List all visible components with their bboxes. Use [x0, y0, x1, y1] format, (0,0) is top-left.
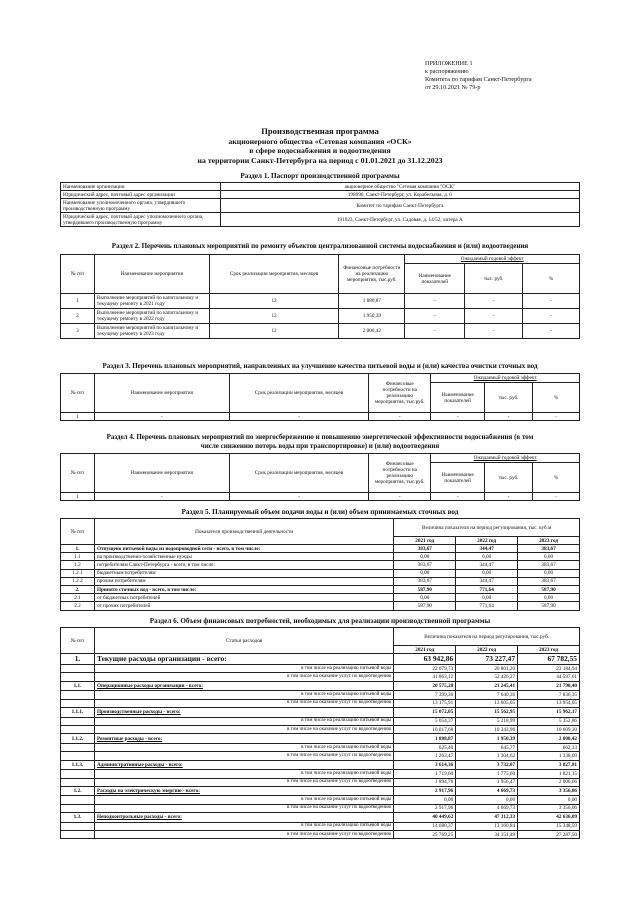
cell: в том числе на реализацию питьевой воды [94, 743, 393, 751]
section-4-title-line-2: числе снижению потерь воды при транспортировке) и (или) водоотведения [200, 442, 440, 450]
appendix-line-4: от 29.10.2021 № 79-р [425, 84, 481, 91]
cell: 2.2 [61, 602, 95, 610]
appendix-line-3: Комитета по тарифам Санкт-Петербурга [425, 76, 532, 83]
cell: 1 [61, 294, 95, 309]
cell [61, 717, 95, 725]
appendix-block [425, 60, 532, 92]
cell: 14 680,37 [394, 822, 456, 830]
cell: 47 312,33 [456, 813, 518, 823]
header-effect: Ожидаемый годовой эффект [431, 374, 580, 383]
cell: 1 950,39 [339, 309, 405, 324]
table-row [61, 717, 580, 725]
cell: 1.1.1. [61, 708, 95, 718]
header-year: 2021 год [394, 646, 456, 654]
header-name: Наименование мероприятия [94, 454, 229, 493]
header-pct: % [533, 383, 580, 413]
cell: в том числе на оказание услуг по водоотведению [94, 725, 393, 733]
table-row [61, 734, 580, 744]
cell: 1.1.2. [61, 734, 95, 744]
cell: 2 000,42 [518, 734, 580, 744]
cell: 0,00 [456, 594, 518, 602]
cell: в том числе на оказание услуг по водоотведению [94, 752, 393, 760]
header-pct: % [533, 463, 580, 493]
cell: 3 827,81 [518, 760, 580, 770]
header-indicators: Наименование показателей [431, 383, 485, 413]
cell: 1 888,87 [394, 734, 456, 744]
cell: 2 000,42 [339, 324, 405, 339]
cell: 1.1. [61, 681, 95, 691]
cell: 21 245,41 [456, 681, 518, 691]
cell: 344,47 [456, 545, 518, 553]
section-5-title: Раздел 5. Планируемый объем подачи воды и (или) объем принимаемых сточных вод [181, 508, 459, 516]
cell: 1 775,60 [456, 770, 518, 778]
cell: 21 790,40 [518, 681, 580, 691]
header-fin: Финансовые потребности на реализацию мероприятия, тыс.руб. [339, 255, 405, 294]
table-row [61, 665, 580, 673]
cell: - [229, 493, 369, 501]
table-row [61, 681, 580, 691]
cell: - [485, 413, 533, 421]
cell: 1 956,47 [456, 778, 518, 786]
cell [61, 699, 95, 707]
cell: Расходы на электрическую энергию - всего: [94, 786, 393, 796]
cell: в том числе на оказание услуг по водоотведению [94, 831, 393, 839]
cell: - [465, 294, 523, 309]
quality-table [60, 373, 580, 421]
cell: 1.2 [61, 561, 95, 569]
cell: - [465, 324, 523, 339]
cell [61, 725, 95, 733]
cell: - [431, 493, 485, 501]
cell: Выполнение мероприятий по капитальному и текущему ремонту в 2021 году [94, 294, 209, 309]
section-3-title: Раздел 3. Перечень плановых мероприятий, направленных на улучшение качества питьевой воды и (или) качества очистки сточных вод [102, 362, 538, 370]
header-year: 2023 год [518, 537, 580, 545]
cell: 587,90 [518, 585, 580, 593]
cell [61, 770, 95, 778]
cell: 383,67 [518, 545, 580, 553]
cell: 344,47 [456, 577, 518, 585]
cell: 1 894,76 [394, 778, 456, 786]
header-fin: Финансовые потребности на реализацию мероприятия, тыс.руб. [369, 374, 431, 413]
header-no: № п/п [61, 374, 95, 413]
cell: 5 218,99 [456, 717, 518, 725]
cell: 12 [209, 294, 339, 309]
cell: 52 426,27 [456, 673, 518, 681]
cell: Выполнение мероприятий по капитальному и текущему ремонту в 2023 году [94, 324, 209, 339]
cell: 10 343,96 [456, 725, 518, 733]
cell: 4 669,73 [456, 804, 518, 812]
cell: - [369, 493, 431, 501]
cell: - [523, 294, 580, 309]
cell [61, 831, 95, 839]
cell: 3 614,36 [394, 760, 456, 770]
cell: 0,00 [394, 569, 456, 577]
cell: 1. [61, 654, 95, 665]
cell: 22 079,73 [394, 665, 456, 673]
cell: 2 917,96 [394, 804, 456, 812]
cell: Текущие расходы организации - всего: [94, 654, 393, 665]
cell: 13 160,84 [456, 822, 518, 830]
cell: 5 054,37 [394, 717, 456, 725]
header-pct: % [523, 264, 580, 294]
cell: 63 942,86 [394, 654, 456, 665]
table-row [61, 822, 580, 830]
cell: 1.3. [61, 813, 95, 823]
cell: 1. [61, 545, 95, 553]
header-no: № п/п [61, 255, 95, 294]
table-row [61, 309, 580, 324]
cell: 1 304,62 [456, 752, 518, 760]
cell: 44 597,61 [518, 673, 580, 681]
cell: - [533, 493, 580, 501]
cell: - [405, 309, 465, 324]
cell: 7 399,36 [394, 691, 456, 699]
cell: 3 356,06 [518, 804, 580, 812]
table-row [61, 725, 580, 733]
cell: прочим потребителям [94, 577, 393, 585]
cell [61, 804, 95, 812]
table-row [61, 770, 580, 778]
cell: Неподконтрольные расходы - всего: [94, 813, 393, 823]
document-title [60, 127, 580, 165]
cell: - [94, 413, 229, 421]
table-row [61, 778, 580, 786]
cell: 0,00 [456, 553, 518, 561]
cell: потребителям Санкт-Петербурга - всего, в том числе: [94, 561, 393, 569]
cell: 1 950,39 [456, 734, 518, 744]
header-term: Срок реализации мероприятия, месяцев [229, 374, 369, 413]
cell: - [533, 413, 580, 421]
cell: 3 732,07 [456, 760, 518, 770]
passport-value: Комитет по тарифам Санкт-Петербурга [220, 199, 579, 213]
cell: Ремонтные расходы - всего: [94, 734, 393, 744]
cell: 1 719,60 [394, 770, 456, 778]
cell: - [94, 493, 229, 501]
cell: 1.1 [61, 553, 95, 561]
title-line-3: в сфере водоснабжения и водоотведения [249, 146, 391, 155]
cell: в том числе на оказание услуг по водоотведению [94, 804, 393, 812]
table-row [61, 324, 580, 339]
cell: 1 821,15 [518, 770, 580, 778]
cell: в том числе на реализацию питьевой воды [94, 665, 393, 673]
cell: - [485, 493, 533, 501]
cell: 3 356,06 [518, 786, 580, 796]
cell: бюджетным потребителям [94, 569, 393, 577]
cell [61, 673, 95, 681]
header-indicators: Наименование показателей [431, 463, 485, 493]
table-row [61, 654, 580, 665]
cell: Административные расходы - всего: [94, 760, 393, 770]
cell: 1.2.2 [61, 577, 95, 585]
cell: 1.2. [61, 786, 95, 796]
cell: 4 669,73 [456, 786, 518, 796]
passport-value: акционерное общество "Сетевая компания "ОСК" [220, 183, 579, 191]
cell: 13 954,05 [518, 699, 580, 707]
cell: 587,90 [394, 585, 456, 593]
cell [61, 822, 95, 830]
cell: Производственные расходы - всего: [94, 708, 393, 718]
cell: 0,00 [518, 553, 580, 561]
cell: 40 449,62 [394, 813, 456, 823]
cell: 2 917,96 [394, 786, 456, 796]
table-row [61, 813, 580, 823]
passport-row [61, 213, 580, 227]
table-row [61, 493, 580, 501]
cell: - [523, 324, 580, 339]
cell: 25 769,25 [394, 831, 456, 839]
cell: от бюджетных потребителей [94, 594, 393, 602]
header-indicator: Показатели производственной деятельности [94, 519, 393, 545]
table-row [61, 413, 580, 421]
table-row [61, 708, 580, 718]
header-value: Величина показателя на период регулирования, тыс. куб.м [394, 519, 580, 537]
section-1-title: Раздел 1. Паспорт производственной программы [240, 172, 400, 180]
cell: в том числе на реализацию питьевой воды [94, 691, 393, 699]
cell [61, 752, 95, 760]
header-effect: Ожидаемый годовой эффект [431, 454, 580, 463]
section-2-title: Раздел 2. Перечень плановых мероприятий по ремонту объектов централизованной системы водоснабжения и (или) водоотведения [111, 242, 529, 250]
energy-table [60, 453, 580, 501]
passport-label: Наименование организации [61, 183, 221, 191]
cell: 12 [209, 309, 339, 324]
cell: 625,40 [394, 743, 456, 751]
header-term: Срок реализации мероприятия, месяцев [229, 454, 369, 493]
cell: 15 348,59 [518, 822, 580, 830]
header-term: Срок реализации мероприятия, месяцев [209, 255, 339, 294]
table-row [61, 760, 580, 770]
cell: 383,67 [394, 561, 456, 569]
header-year: 2021 год [394, 537, 456, 545]
cell: - [369, 413, 431, 421]
header-year: 2022 год [456, 537, 518, 545]
cell: 0,00 [394, 796, 456, 804]
cell: 0,00 [394, 553, 456, 561]
cell: 0,00 [518, 796, 580, 804]
cell: - [405, 294, 465, 309]
cell: 771,64 [456, 585, 518, 593]
section-6-title: Раздел 6. Объем финансовых потребностей, необходимых для реализации производственной программы [149, 617, 491, 625]
cell: 5 352,86 [518, 717, 580, 725]
cell: 23 184,94 [518, 665, 580, 673]
cell: в том числе на оказание услуг по водоотведению [94, 673, 393, 681]
cell: 12 [209, 324, 339, 339]
cell: 0,00 [518, 594, 580, 602]
header-rub: тыс. руб. [485, 383, 533, 413]
finance-table [60, 627, 580, 839]
cell: 20 801,20 [456, 665, 518, 673]
cell [61, 796, 95, 804]
cell: - [431, 413, 485, 421]
table-row [61, 594, 580, 602]
title-line-4: на территории Санкт-Петербурга на период с 01.01.2021 до 31.12.2023 [197, 155, 443, 165]
table-row [61, 831, 580, 839]
cell: 41 863,12 [394, 673, 456, 681]
cell: 1.1.3. [61, 760, 95, 770]
cell: 1 [61, 413, 95, 421]
cell: 587,90 [518, 602, 580, 610]
cell: 20 575,28 [394, 681, 456, 691]
cell: 2 006,66 [518, 778, 580, 786]
cell: 27 287,50 [518, 831, 580, 839]
passport-value: 191023, Санкт-Петербург, ул. Садовая, д. 14/52, литера А [220, 213, 579, 227]
header-value: Величина показателя на период регулирования, тыс.руб. [394, 628, 580, 646]
cell: 15 562,95 [456, 708, 518, 718]
cell: 7 640,36 [456, 691, 518, 699]
cell: - [405, 324, 465, 339]
cell: Выполнение мероприятий по капитальному и текущему ремонту в 2022 году [94, 309, 209, 324]
cell: в том числе на реализацию питьевой воды [94, 822, 393, 830]
cell: 0,00 [456, 569, 518, 577]
finance-table-body [61, 654, 580, 839]
cell: 1 338,09 [518, 752, 580, 760]
table-row [61, 602, 580, 610]
passport-label: Юридический адрес, почтовый адрес организации [61, 191, 221, 199]
table-row [61, 691, 580, 699]
title-line-1: Производственная программа [261, 126, 379, 136]
passport-table [60, 182, 580, 227]
cell: 2. [61, 585, 95, 593]
cell: 1.2.1 [61, 569, 95, 577]
header-no: № п/п [61, 454, 95, 493]
cell: 67 782,55 [518, 654, 580, 665]
cell: 42 636,09 [518, 813, 580, 823]
cell: 10 609,30 [518, 725, 580, 733]
repair-table [60, 254, 580, 339]
cell: Операционные расходы организации - всего: [94, 681, 393, 691]
header-effect: Ожидаемый годовой эффект [405, 255, 580, 264]
passport-row [61, 199, 580, 213]
cell: 645,77 [456, 743, 518, 751]
cell: - [523, 309, 580, 324]
cell: 0,00 [394, 594, 456, 602]
cell: 383,67 [518, 577, 580, 585]
cell: 3 [61, 324, 95, 339]
cell: 15 962,17 [518, 708, 580, 718]
cell: 7 836,35 [518, 691, 580, 699]
cell [61, 743, 95, 751]
cell: 587,90 [394, 602, 456, 610]
cell: в том числе на реализацию питьевой воды [94, 717, 393, 725]
passport-label: Юридический адрес, почтовый адрес уполномоченного органа, утвердившего производственную программу [61, 213, 221, 227]
table-row [61, 752, 580, 760]
table-row [61, 545, 580, 553]
appendix-line-1: ПРИЛОЖЕНИЕ 1 [425, 60, 473, 67]
table-row [61, 553, 580, 561]
table-row [61, 577, 580, 585]
title-line-2: акционерного общества «Сетевая компания «ОСК» [228, 136, 412, 146]
cell: 771,64 [456, 602, 518, 610]
header-no: № п/п [61, 519, 95, 545]
section-4-title [60, 433, 580, 451]
table-row [61, 804, 580, 812]
header-year: 2023 год [518, 646, 580, 654]
table-row [61, 743, 580, 751]
cell [61, 691, 95, 699]
cell: 1 [61, 493, 95, 501]
volume-table-body [61, 545, 580, 611]
table-row [61, 569, 580, 577]
header-year: 2022 год [456, 646, 518, 654]
header-fin: Финансовые потребности на реализацию мероприятия, тыс.руб. [369, 454, 431, 493]
cell: - [465, 309, 523, 324]
cell: в том числе на оказание услуг по водоотведению [94, 778, 393, 786]
header-name: Статьи расходов [94, 628, 393, 654]
section-4-title-line-1: Раздел 4. Перечень плановых мероприятий по энергосбережению и повышению энергетической эффективности водоснабжения (в том [106, 433, 534, 441]
cell [61, 665, 95, 673]
cell: 10 017,68 [394, 725, 456, 733]
cell: 34 151,49 [456, 831, 518, 839]
cell: 383,67 [394, 577, 456, 585]
cell: 13 605,05 [456, 699, 518, 707]
cell: 383,67 [394, 545, 456, 553]
cell: на производственно-хозяйственные нужды [94, 553, 393, 561]
cell: 15 072,05 [394, 708, 456, 718]
table-row [61, 294, 580, 309]
cell: 0,00 [456, 796, 518, 804]
cell: 662,33 [518, 743, 580, 751]
header-rub: тыс. руб. [465, 264, 523, 294]
cell: в том числе на реализацию питьевой воды [94, 796, 393, 804]
cell: 73 227,47 [456, 654, 518, 665]
table-row [61, 585, 580, 593]
table-row [61, 796, 580, 804]
cell: Отпущено питьевой воды из водопроводной сети - всего, в том числе: [94, 545, 393, 553]
header-indicators: Наименование показателей [405, 264, 465, 294]
passport-row [61, 183, 580, 191]
table-row [61, 699, 580, 707]
table-row [61, 786, 580, 796]
cell: 2 [61, 309, 95, 324]
appendix-line-2: к распоряжению [425, 68, 469, 75]
passport-label: Наименование уполномоченного органа, утвердившего производственную программу [61, 199, 221, 213]
cell: 383,67 [518, 561, 580, 569]
cell: 1 880,87 [339, 294, 405, 309]
cell: от прочих потребителей [94, 602, 393, 610]
cell: 0,00 [518, 569, 580, 577]
cell: 13 175,91 [394, 699, 456, 707]
header-name: Наименование мероприятия [94, 255, 209, 294]
passport-value: 198096, Санкт-Петербург, ул. Корабельная, д. 6 [220, 191, 579, 199]
table-row [61, 561, 580, 569]
cell [61, 778, 95, 786]
cell: 2.1 [61, 594, 95, 602]
cell: - [229, 413, 369, 421]
cell: Принято сточных вод - всего, в том числе: [94, 585, 393, 593]
table-row [61, 673, 580, 681]
header-rub: тыс. руб. [485, 463, 533, 493]
header-no: № п/п [61, 628, 95, 654]
volume-table [60, 518, 580, 611]
cell: 1 263,47 [394, 752, 456, 760]
passport-row [61, 191, 580, 199]
header-name: Наименование мероприятия [94, 374, 229, 413]
cell: 344,47 [456, 561, 518, 569]
cell: в том числе на реализацию питьевой воды [94, 770, 393, 778]
cell: в том числе на оказание услуг по водоотведению [94, 699, 393, 707]
